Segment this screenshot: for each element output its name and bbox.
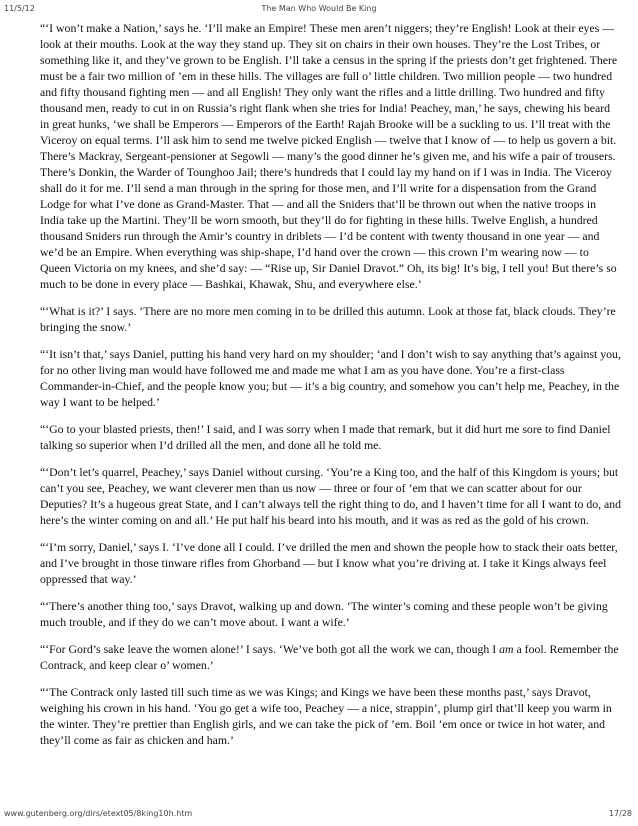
paragraph xyxy=(40,641,622,673)
paragraph-text: a fool. Remember the Contrack, and keep clear o’ women.’ xyxy=(40,642,619,672)
emphasis-text: am xyxy=(499,642,514,656)
story-text xyxy=(40,20,622,759)
document-title: The Man Who Would Be King xyxy=(261,4,377,13)
paragraph: “‘What is it?’ I says. ‘There are no more men coming in to be drilled this autumn. Look at those fat, black clouds. They’re bringing the snow.’ xyxy=(40,304,616,334)
source-url[interactable]: www.gutenberg.org/dirs/etext05/8king10h.htm xyxy=(4,809,193,818)
paragraph: “‘There’s another thing too,’ says Dravot, walking up and down. ‘The winter’s coming and these people won’t be giving much trouble, and if they do we can’t move about. I want a wife.’ xyxy=(40,599,608,629)
print-date: 11/5/12 xyxy=(4,4,35,13)
paragraph: “‘Don’t let’s quarrel, Peachey,’ says Daniel without cursing. ‘You’re a King too, and the half of this Kingdom is yours; but can’t you see, Peachey, we want cleverer men than us now — three or four of ’em that we can scatter about for our Deputies? It’s a hugeous great State, and I can’t always tell the right thing to do, and I haven’t time for all I want to do, and here’s the winter coming on and all.’ He put half his beard into his mouth, and it was as red as the gold of his crown. xyxy=(40,465,622,527)
paragraph: “‘Go to your blasted priests, then!’ I said, and I was sorry when I made that remark, but it did hurt me sore to find Daniel talking so superior when I’d drilled all the men, and done all he told me. xyxy=(40,422,611,452)
page-footer xyxy=(0,809,638,823)
page-header xyxy=(0,4,638,18)
paragraph: “‘The Contrack only lasted till such time as we was Kings; and Kings we have been these months past,’ says Dravot, weighing his crown in his hand. ‘You go get a wife too, Peachey — a nice, strappin’, plump girl that’ll keep you warm in the winter. They’re prettier than English girls, and we can take the pick of ’em. Boil ’em once or twice in hot water, and they’ll come as fair as chicken and ham.’ xyxy=(40,685,612,747)
paragraph-text: “‘For Gord’s sake leave the women alone!’ I says. ‘We’ve both got all the work we can, though I xyxy=(40,642,500,656)
page-number: 17/28 xyxy=(608,809,632,818)
paragraph: “‘I won’t make a Nation,’ says he. ‘I’ll make an Empire! These men aren’t niggers; they’re English! Look at their eyes — look at their mouths. Look at the way they stand up. They sit on chairs in their own houses. They’re the Lost Tribes, or something like it, and they’ve grown to be English. I’ll take a census in the spring if the priests don’t get frightened. There must be a fair two million of ’em in these hills. The villages are full o’ little children. Two million people — two hundred and fifty thousand fighting men — and all English! They only want the rifles and a little drilling. Two hundred and fifty thousand men, ready to cut in on Russia’s right flank when she tries for India! Peachey, man,’ he says, chewing his beard in great hunks, ‘we shall be Emperors — Emperors of the Earth! Rajah Brooke will be a suckling to us. I’ll treat with the Viceroy on equal terms. I’ll ask him to send me twelve picked English — twelve that I know of — to help us govern a bit. There’s Mackray, Sergeant-pensioner at Segowli — many’s the good dinner he’s given me, and his wife a pair of trousers. There’s Donkin, the Warder of Tounghoo Jail; there’s hundreds that I could lay my hand on if I was in India. The Viceroy shall do it for me. I’ll send a man through in the spring for those men, and I’ll write for a dispensation from the Grand Lodge for what I’ve done as Grand-Master. That — and all the Sniders that’ll be thrown out when the native troops in India take up the Martini. They’ll be worn smooth, but they’ll do for fighting in these hills. Twelve English, a hundred thousand Sniders run through the Amir’s country in driblets — I’d be content with twenty thousand in one year — and we’d be an Empire. When everything was ship-shape, I’d hand over the crown — this crown I’m wearing now — to Queen Victoria on my knees, and she’d say: — “Rise up, Sir Daniel Dravot.” Oh, its big! It’s big, I tell you! But there’s so much to be done in every place — Bashkai, Khawak, Shu, and everywhere else.’ xyxy=(40,21,618,291)
paragraph: “‘I’m sorry, Daniel,’ says I. ‘I’ve done all I could. I’ve drilled the men and shown the people how to stack their oats better, and I’ve brought in those tinware rifles from Ghorband — but I know what you’re driving at. I take it Kings always feel oppressed that way.’ xyxy=(40,540,618,586)
paragraph: “‘It isn’t that,’ says Daniel, putting his hand very hard on my shoulder; ‘and I don’t wish to say anything that’s against you, for no other living man would have followed me and made me what I am as you have done. You’re a first-class Commander-in-Chief, and the people know you; but — it’s a big country, and somehow you can’t help me, Peachey, in the way I want to be helped.’ xyxy=(40,347,621,409)
